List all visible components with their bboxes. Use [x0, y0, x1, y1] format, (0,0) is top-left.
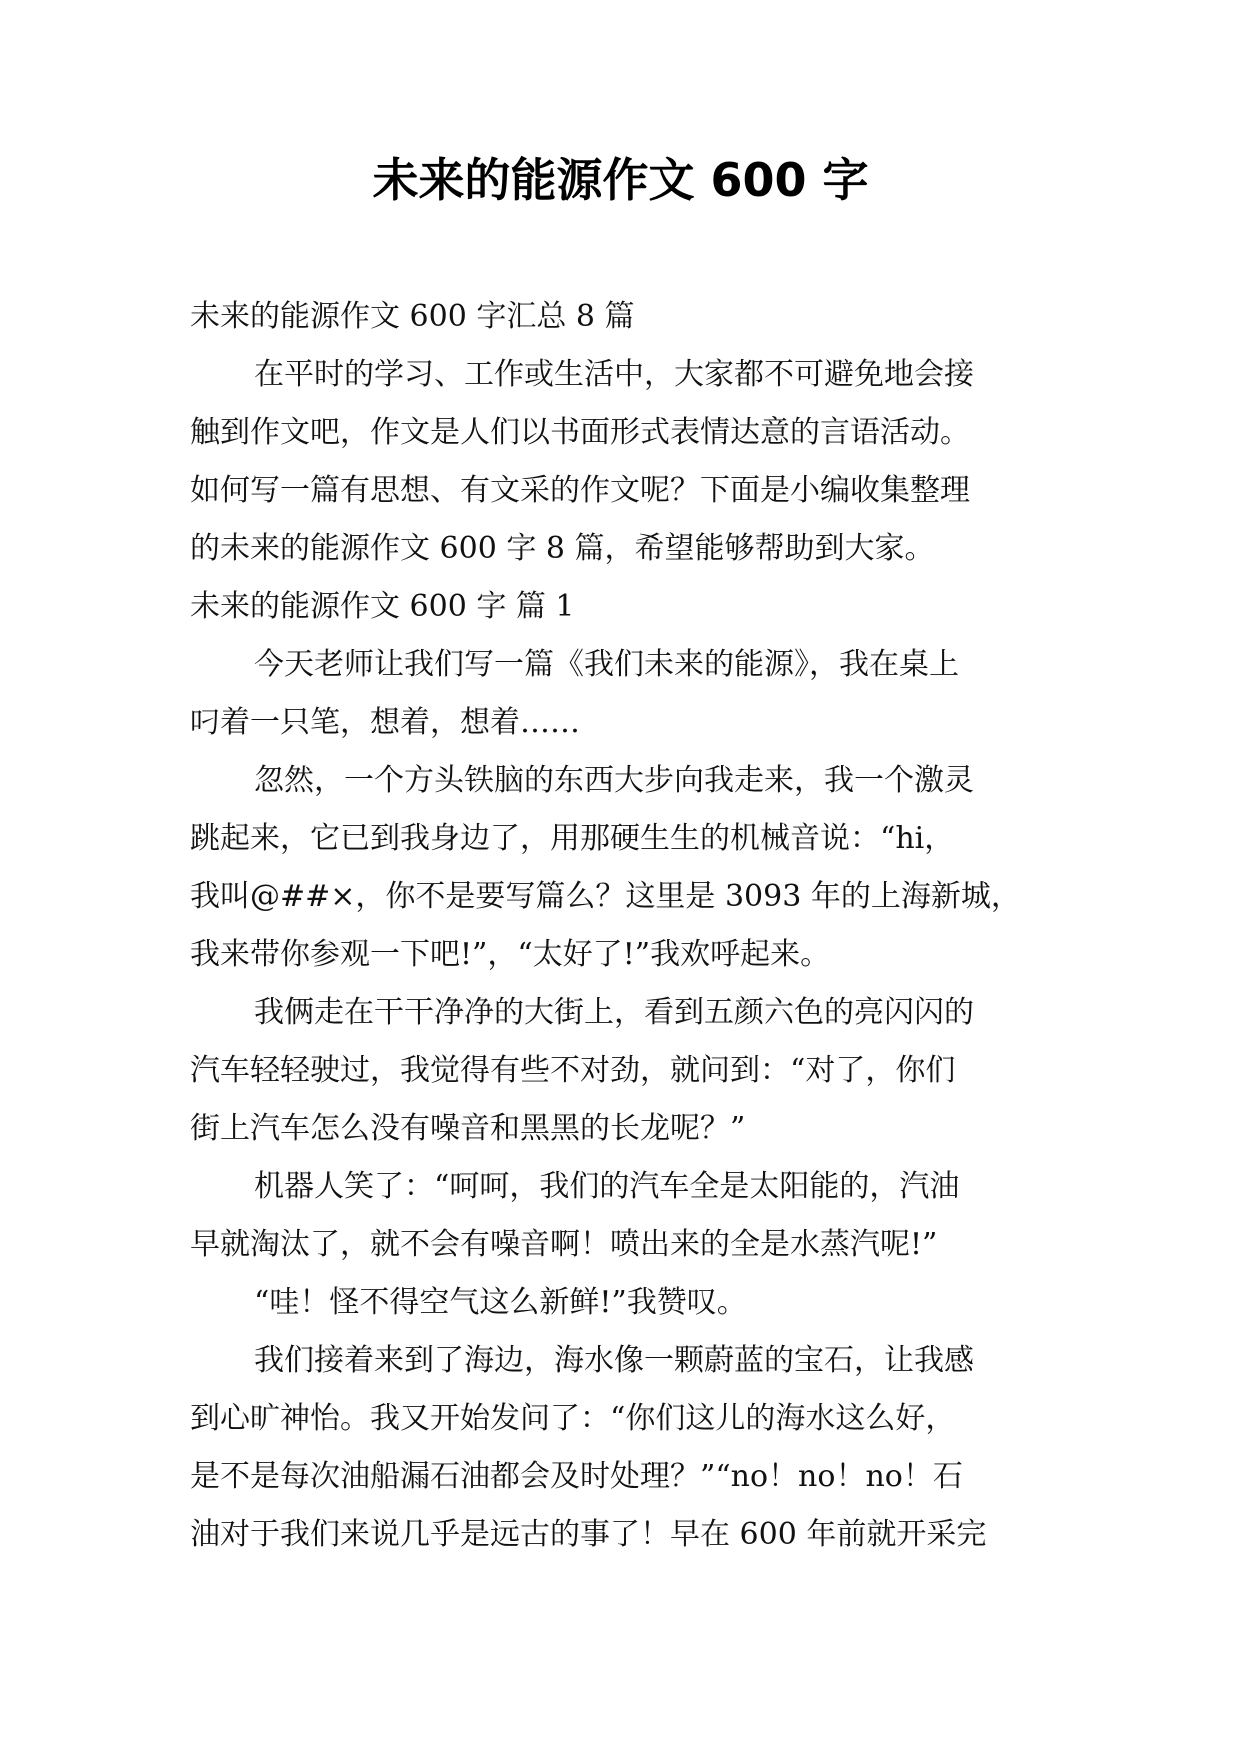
text-line: 在平时的学习、工作或生活中，大家都不可避免地会接	[254, 357, 974, 392]
text-line: 未来的能源作文 600 字 篇 1	[190, 589, 575, 624]
text-line: 叼着一只笔，想着，想着……	[190, 705, 580, 740]
text-line: 今天老师让我们写一篇《我们未来的能源》，我在桌上	[254, 647, 959, 682]
text-line: 我俩走在干干净净的大街上，看到五颜六色的亮闪闪的	[254, 995, 974, 1030]
text-line: 汽车轻轻驶过，我觉得有些不对劲，就问到：“对了，你们	[190, 1053, 956, 1088]
text-line: 街上汽车怎么没有噪音和黑黑的长龙呢？”	[190, 1111, 746, 1146]
text-line: “哇！怪不得空气这么新鲜!”我赞叹。	[254, 1285, 747, 1320]
text-line: 是不是每次油船漏石油都会及时处理？”“no！no！no！石	[190, 1459, 963, 1494]
text-line: 的未来的能源作文 600 字 8 篇，希望能够帮助到大家。	[190, 531, 935, 566]
text-line: 早就淘汰了，就不会有噪音啊！喷出来的全是水蒸汽呢!”	[190, 1227, 938, 1262]
text-line: 我们接着来到了海边，海水像一颗蔚蓝的宝石，让我感	[254, 1343, 974, 1378]
text-line: 未来的能源作文 600 字汇总 8 篇	[190, 299, 635, 334]
text-line: 跳起来，它已到我身边了，用那硬生生的机械音说：“hi，	[190, 821, 955, 856]
document-body	[190, 288, 1060, 1564]
document-title: 未来的能源作文 600 字	[372, 153, 869, 207]
text-line: 到心旷神怡。我又开始发问了：“你们这儿的海水这么好，	[190, 1401, 956, 1436]
text-line: 触到作文吧，作文是人们以书面形式表情达意的言语活动。	[190, 415, 970, 450]
text-line: 油对于我们来说几乎是远古的事了！早在 600 年前就开采完	[190, 1517, 987, 1552]
text-line: 机器人笑了：“呵呵，我们的汽车全是太阳能的，汽油	[254, 1169, 960, 1204]
text-line: 忽然，一个方头铁脑的东西大步向我走来，我一个激灵	[254, 763, 974, 798]
text-line: 我来带你参观一下吧!”，“太好了!”我欢呼起来。	[190, 937, 831, 972]
text-line: 我叫@##×，你不是要写篇么？这里是 3093 年的上海新城，	[190, 879, 1021, 914]
text-line: 如何写一篇有思想、有文采的作文呢？下面是小编收集整理	[190, 473, 970, 508]
